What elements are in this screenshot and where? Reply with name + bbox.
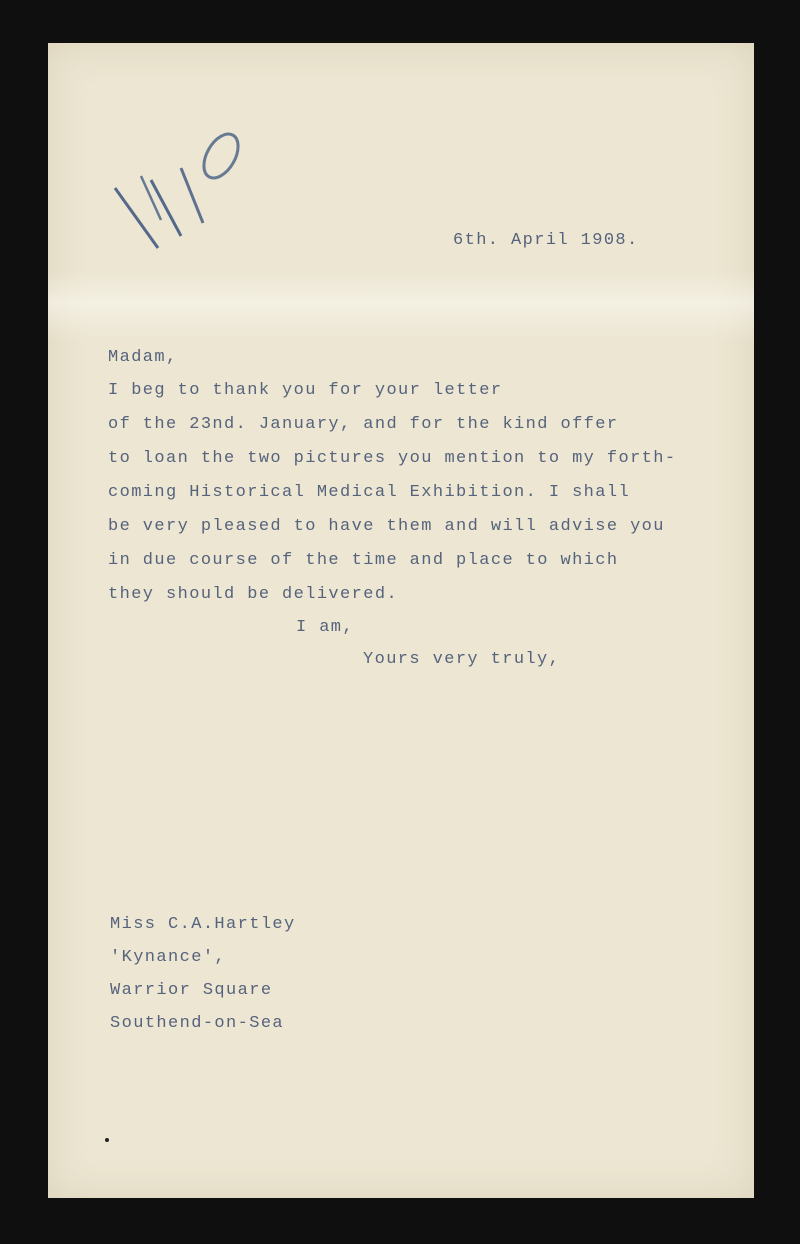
- recipient-name: Miss C.A.Hartley: [110, 915, 296, 934]
- closing-line-1: I am,: [296, 618, 355, 637]
- body-line: of the 23nd. January, and for the kind offer: [108, 415, 619, 434]
- pencil-number-annotation: [103, 128, 243, 278]
- body-line: they should be delivered.: [108, 585, 399, 604]
- letter-sheet: [48, 43, 754, 1198]
- body-line: to loan the two pictures you mention to my forth-: [108, 449, 677, 468]
- salutation: Madam,: [108, 348, 178, 367]
- closing-line-2: Yours very truly,: [363, 650, 561, 669]
- paper-fold: [48, 271, 754, 341]
- recipient-town: Southend-on-Sea: [110, 1014, 285, 1033]
- scan-speck: [105, 1138, 109, 1142]
- body-line: I beg to thank you for your letter: [108, 381, 503, 400]
- recipient-house: 'Kynance',: [110, 948, 227, 967]
- recipient-street: Warrior Square: [110, 981, 273, 1000]
- body-line: in due course of the time and place to which: [108, 551, 619, 570]
- body-line: coming Historical Medical Exhibition. I shall: [108, 483, 631, 502]
- letter-date: 6th. April 1908.: [453, 231, 639, 250]
- body-line: be very pleased to have them and will advise you: [108, 517, 665, 536]
